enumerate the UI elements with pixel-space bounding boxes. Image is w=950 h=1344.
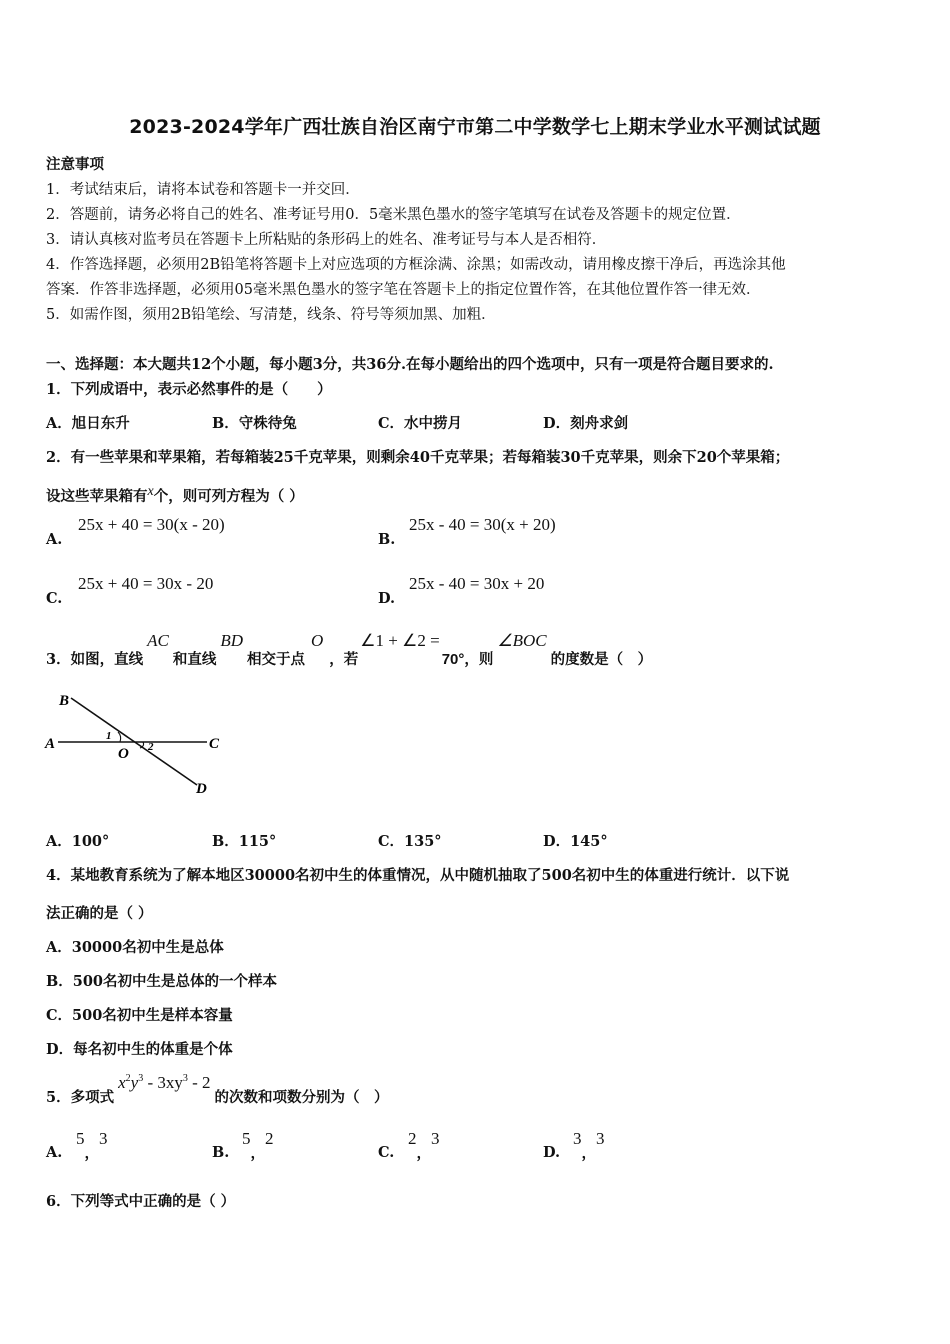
q3-option-b: B．115°	[212, 833, 277, 850]
q1-option-a: A．旭日东升	[46, 415, 130, 432]
label-o: O	[118, 746, 129, 762]
q4-option-d: D．每名初中生的体重是个体	[46, 1041, 233, 1058]
notice-heading: 注意事项	[46, 156, 104, 173]
intersecting-lines-figure	[40, 685, 230, 805]
q3-option-c: C．135°	[378, 833, 442, 850]
label-b: B	[59, 693, 70, 709]
q2-option-d-label: D.	[378, 590, 396, 607]
q2-option-a-label: A.	[46, 531, 63, 548]
notice-line: 1．考试结束后，请将本试卷和答题卡一并交回．	[46, 182, 360, 198]
label-d: D	[196, 781, 207, 797]
q2-option-a-equation: 25x + 40 = 30(x - 20)	[78, 515, 225, 534]
label-angle-2: 2	[148, 741, 154, 753]
q5-option-d: 3，3	[573, 1129, 605, 1162]
q3-option-d: D．145°	[543, 833, 608, 850]
notice-line: 5．如需作图，须用2B铅笔绘、写清楚，线条、符号等须加黑、加粗．	[46, 307, 496, 323]
q3-option-a: A．100°	[46, 833, 110, 850]
label-c: C	[209, 736, 220, 752]
page-title: 2023-2024学年广西壮族自治区南宁市第二中学数学七上期末学业水平测试试题	[129, 116, 821, 138]
q5-option-b: 5，2	[242, 1129, 274, 1162]
q4-option-c: C．500名初中生是样本容量	[46, 1007, 233, 1024]
q4-option-b: B．500名初中生是总体的一个样本	[46, 973, 278, 990]
q2-option-b-equation: 25x - 40 = 30(x + 20)	[409, 515, 556, 534]
question-6-stem: 6．下列等式中正确的是（ ）	[46, 1193, 236, 1210]
q4-option-a: A．30000名初中生是总体	[46, 939, 224, 956]
label-a: A	[45, 736, 56, 752]
q2-option-c-equation: 25x + 40 = 30x - 20	[78, 574, 214, 593]
q5-option-c: 2，3	[408, 1129, 440, 1162]
notice-line: 4．作答选择题，必须用2B铅笔将答题卡上对应选项的方框涂满、涂黑；如需改动，请用橡皮擦干净后，再选涂其他	[46, 257, 786, 273]
question-3-stem: 3．如图，直线AC和直线BD相交于点O，若∠1 + ∠2 =70°，则∠BOC的度数是（ ）	[46, 631, 653, 668]
q2-option-c-label: C.	[46, 590, 63, 607]
label-angle-1: 1	[106, 730, 112, 742]
q5-option-c-label: C.	[378, 1144, 395, 1161]
q2-option-d-equation: 25x - 40 = 30x + 20	[409, 574, 545, 593]
question-4-stem-line2: 法正确的是（ ）	[46, 905, 153, 922]
q5-option-a: 5，3	[76, 1129, 108, 1162]
question-4-stem: 4．某地教育系统为了解本地区30000名初中生的体重情况，从中随机抽取了500名初中生的体重进行统计．以下说	[46, 867, 790, 884]
q5-option-a-label: A.	[46, 1144, 63, 1161]
section-heading: 一、选择题：本大题共12个小题，每小题3分，共36分.在每小题给出的四个选项中，只有一项是符合题目要求的.	[46, 356, 774, 373]
q1-option-b: B．守株待兔	[212, 415, 297, 432]
question-2-stem-line2: 设这些苹果箱有x个，则可列方程为（ ）	[46, 484, 304, 505]
q5-option-d-label: D.	[543, 1144, 561, 1161]
notice-line: 答案．作答非选择题，必须用05毫米黑色墨水的签字笔在答题卡上的指定位置作答，在其他位置作答一律无效．	[46, 282, 761, 298]
q2-option-b-label: B.	[378, 531, 396, 548]
notice-line: 3．请认真核对监考员在答题卡上所粘贴的条形码上的姓名、准考证号与本人是否相符．	[46, 232, 607, 248]
question-2-stem: 2．有一些苹果和苹果箱，若每箱装25千克苹果，则剩余40千克苹果；若每箱装30千克苹果，则余下20个苹果箱；	[46, 449, 790, 466]
question-1-stem: 1．下列成语中，表示必然事件的是（ ）	[46, 381, 332, 398]
question-5-stem: 5．多项式$x^2y^3 - 3xy^3 - 2$的次数和项数分别为（ ）	[46, 1073, 389, 1106]
angle-1-arc	[118, 732, 121, 742]
q1-option-d: D．刻舟求剑	[543, 415, 629, 432]
q5-option-b-label: B.	[212, 1144, 230, 1161]
notice-line: 2．答题前，请务必将自己的姓名、准考证号用0．5毫米黑色墨水的签字笔填写在试卷及答题卡的规定位置．	[46, 207, 741, 223]
q1-option-c: C．水中捞月	[378, 415, 463, 432]
